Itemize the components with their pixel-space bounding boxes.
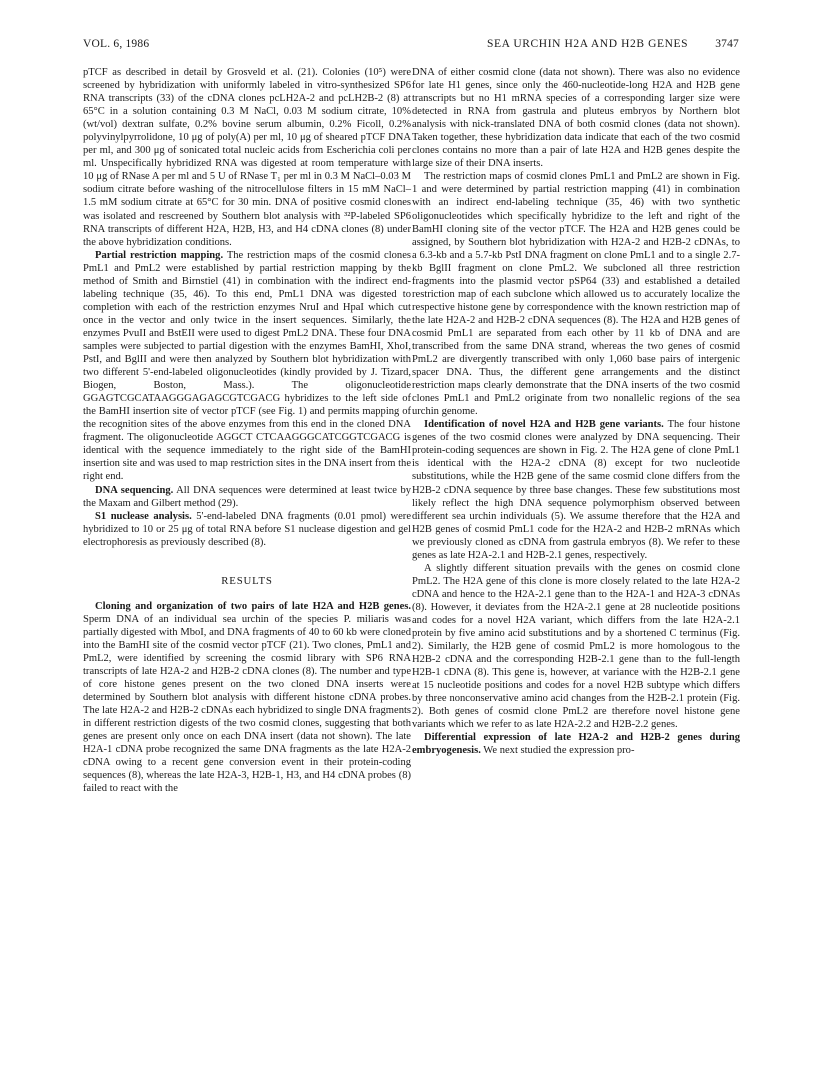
page-number: 3747 (715, 38, 739, 50)
run-in-heading: DNA sequencing. (95, 484, 174, 496)
run-in-heading: S1 nuclease analysis. (95, 510, 192, 522)
paragraph-restriction-maps: The restriction maps of cosmid clones PmL1 and PmL2 are shown in Fig. 1 and were determined by partial restriction mapping (41) in combination with an indirect end-labeling technique (35, 46) with two synthetic oligonucleotides which specifically hybridize to the left and right of the BamHI cloning site of the vector pTCF. The H2A and H2B genes could be assigned, by Southern blot hybridization with H2A-2 and H2B-2 cDNAs, to a 6.3-kb and a 5.7-kb PstI DNA fragment on clone PmL1 and to a single 2.7-kb BglII fragment on clone PmL2. We subcloned all three restriction fragments into the plasmid vector pSP64 (33) and established a detailed restriction map of each subclone which allowed us to accurately localize the respective histone gene by correspondence with the known restriction map of the late H2A-2 and H2B-2 cDNA sequences (8). The H2A and H2B genes of cosmid PmL1 are separated from each other by 11 kb of DNA and are transcribed from the same DNA strand, whereas the two genes of cosmid PmL2 are divergently transcribed with only 1,060 base pairs of intergenic spacer DNA. Thus, the different gene arrangements and the distinct restriction maps clearly demonstrate that the DNA inserts of the two cosmid clones PmL1 and PmL2 originate from two nonallelic regions of the sea urchin genome. (412, 171, 740, 418)
left-column (83, 66, 411, 795)
paragraph-body: All DNA sequences were determined at least twice by the Maxam and Gilbert method (29). (83, 484, 411, 509)
paragraph-cosmid-continuation: DNA of either cosmid clone (data not shown). There was also no evidence for late H1 genes, since only the 460-nucleotide-long H2A and H2B gene transcripts but no H1 mRNA species of a corresponding larger size were detected in RNA from gastrula and pluteus embryos by Northern blot analysis with nick-translated DNA of both cosmid clones (data not shown). Taken together, these hybridization data indicate that each of the two cosmid clones contains no more than a pair of late H2A and H2B genes despite the large size of their DNA inserts. (412, 67, 740, 170)
running-title: SEA URCHIN H2A AND H2B GENES (487, 38, 689, 50)
paragraph-body: The restriction maps of the cosmid clones PmL1 and PmL2 were established by partial restriction mapping by the method of Smith and Birnstiel (41) in combination with the indirect end-labeling technique (35, 46). To this end, PmL1 DNA was digested to completion with each of the restriction enzymes NruI and HpaI which cut once in the vector and only twice in the insert sequences. Similarly, the enzymes PvuII and BstEII were used to digest PmL2 DNA. These four DNA samples were subjected to partial digestion with the enzymes BamHI, XhoI, PstI, and BglII and were then analyzed by Southern blot hybridization with two different 5'-end-labeled oligonucleotides (kindly provided by J. Tizard, Biogen, Boston, Mass.). The oligonucleotide GGAGTCGCATAAGGGAGAGCGTCGACG hybridizes to the left side of the BamHI insertion site of vector pTCF (see Fig. 1) and permits mapping of the recognition sites of the above enzymes from this end in the cloned DNA fragment. The oligonucleotide AGGCT CTCAAGGGCATCGGTCGACG is identical with the sequence immediately to the right side of the BamHI insertion site and was used to map restriction sites in the DNA insert from the right end. (83, 249, 411, 483)
run-in-heading: Partial restriction mapping. (95, 249, 224, 261)
paragraph-s1-nuclease (83, 510, 411, 549)
paragraph-body: We next studied the expression pro- (480, 745, 635, 757)
paragraph-colony-screening: pTCF as described in detail by Grosveld et al. (21). Colonies (10⁵) were screened by hybridization with uniformly labeled in vitro-synthesized SP6 RNA transcripts (33) of the cDNA clones pcLH2A-2 and pcLH2B-2 (8) at 65°C in a solution containing 0.3 M NaCl, 0.03 M sodium citrate, 10% (wt/vol) dextran sulfate, 0.2% bovine serum albumin, 0.2% Ficoll, 0.2% polyvinylpyrrolidone, 10 μg of poly(A) per ml, 10 μg of sheared pTCF DNA per ml, and 300 μg of sonicated total nucleic acids from Escherichia coli per ml. Unspecifically hybridized RNA was digested at room temperature with 10 μg of RNase A per ml and 5 U of RNase T₁ per ml in 0.3 M NaCl–0.03 M sodium citrate before washing of the nitrocellulose filters in 15 mM NaCl–1.5 mM sodium citrate at 65°C for 30 min. DNA of positive cosmid clones was isolated and rescreened by Southern blot analysis with ³²P-labeled SP6 RNA transcripts of different H2A, H2B, H3, and H4 cDNA clones (8) under the above hybridization conditions. (83, 67, 411, 248)
right-column (412, 66, 740, 757)
run-in-heading: Differential expression of late H2A-2 and H2B-2 genes during embryogenesis. (412, 732, 740, 757)
paragraph-pml2-genes: A slightly different situation prevails with the genes on cosmid clone PmL2. The H2A gene of this clone is more closely related to the late H2A-2 cDNA and hence to the H2A-2.1 gene than to the H2A-1 and H2A-3 cDNAs (8). However, it deviates from the H2A-2.1 gene at 28 nucleotide positions and codes for a novel H2A variant, which differs from the late H2A-2.1 protein by five amino acid substitutions and by a shortened C terminus (Fig. 2). Similarly, the H2B gene of cosmid PmL2 is more homologous to the H2B-2 cDNA and the corresponding H2B-2.1 gene than to the full-length H2B-1 cDNA (8). This gene is, however, at variance with the H2B-2.1 gene at 15 nucleotide positions and codes for a novel H2B subtype which differs by three nonconservative amino acid changes from the H2B-2.1 protein (Fig. 2). Both genes of cosmid clone PmL2 are therefore novel histone gene variants which we refer to as late H2A-2.2 and H2B-2.2 genes. (412, 562, 740, 731)
paragraph-novel-variants (412, 418, 740, 562)
section-gap (83, 549, 411, 562)
paragraph-body: 5'-end-labeled DNA fragments (0.01 pmol) were hybridized to 10 or 25 μg of total RNA before S1 nuclease digestion and gel electrophoresis as previously described (8). (83, 510, 411, 548)
paragraph-dna-sequencing (83, 484, 411, 510)
paragraph-body: The four histone genes of the two cosmid clones were analyzed by DNA sequencing. Their protein-coding sequences are shown in Fig. 2. The H2A gene of clone PmL1 is identical with the H2A-2 cDNA (8) except for two nucleotide substitutions, while the H2B gene of the same cosmid clone differs from the H2B-2 cDNA sequence by three base changes. These few substitutions most likely reflect the high DNA sequence polymorphism observed between different sea urchin individuals (5). We assume therefore that the H2A and H2B genes of cosmid PmL1 code for the H2A-2 and H2B-2 mRNAs which we previously cloned as cDNA from gastrula embryos (8). We refer to these genes as late H2A-2.1 and H2B-2.1 genes, respectively. (412, 419, 740, 561)
volume-label: VOL. 6, 1986 (83, 38, 150, 50)
results-heading: RESULTS (221, 574, 273, 587)
run-in-heading: Identification of novel H2A and H2B gene variants. (424, 419, 664, 431)
paragraph-cloning-organization (83, 600, 411, 796)
run-in-heading: Cloning and organization of two pairs of late H2A and H2B genes. (95, 600, 411, 612)
paragraph-differential-expression (412, 731, 740, 757)
paragraph-body: Sperm DNA of an individual sea urchin of the species P. miliaris was partially digested with MboI, and DNA fragments of 40 to 60 kb were cloned into the BamHI site of the cosmid vector pTCF (21). Two clones, PmL1 and PmL2, were identified by screening the cosmid library with SP6 RNA transcripts of late H2A-2 and H2B-2 cDNA clones (8). The number and type of core histone genes present on the two cloned DNA inserts were determined by Southern blot analysis with different histone cDNA probes. The late H2A-2 and H2B-2 cDNAs each hybridized to single DNA fragments in different restriction digests of the two cosmid clones, suggesting that both genes are present only once on each DNA insert (data not shown). The late H2A-1 cDNA probe recognized the same DNA fragments as the late H2A-2 cDNA owing to a recent gene conversion event in their protein-coding sequences (8), whereas the late H2A-3, H2B-1, H3, and H4 cDNA probes (8) failed to react with the (83, 613, 411, 795)
paragraph-partial-restriction-mapping (83, 249, 411, 484)
running-header (83, 38, 739, 54)
